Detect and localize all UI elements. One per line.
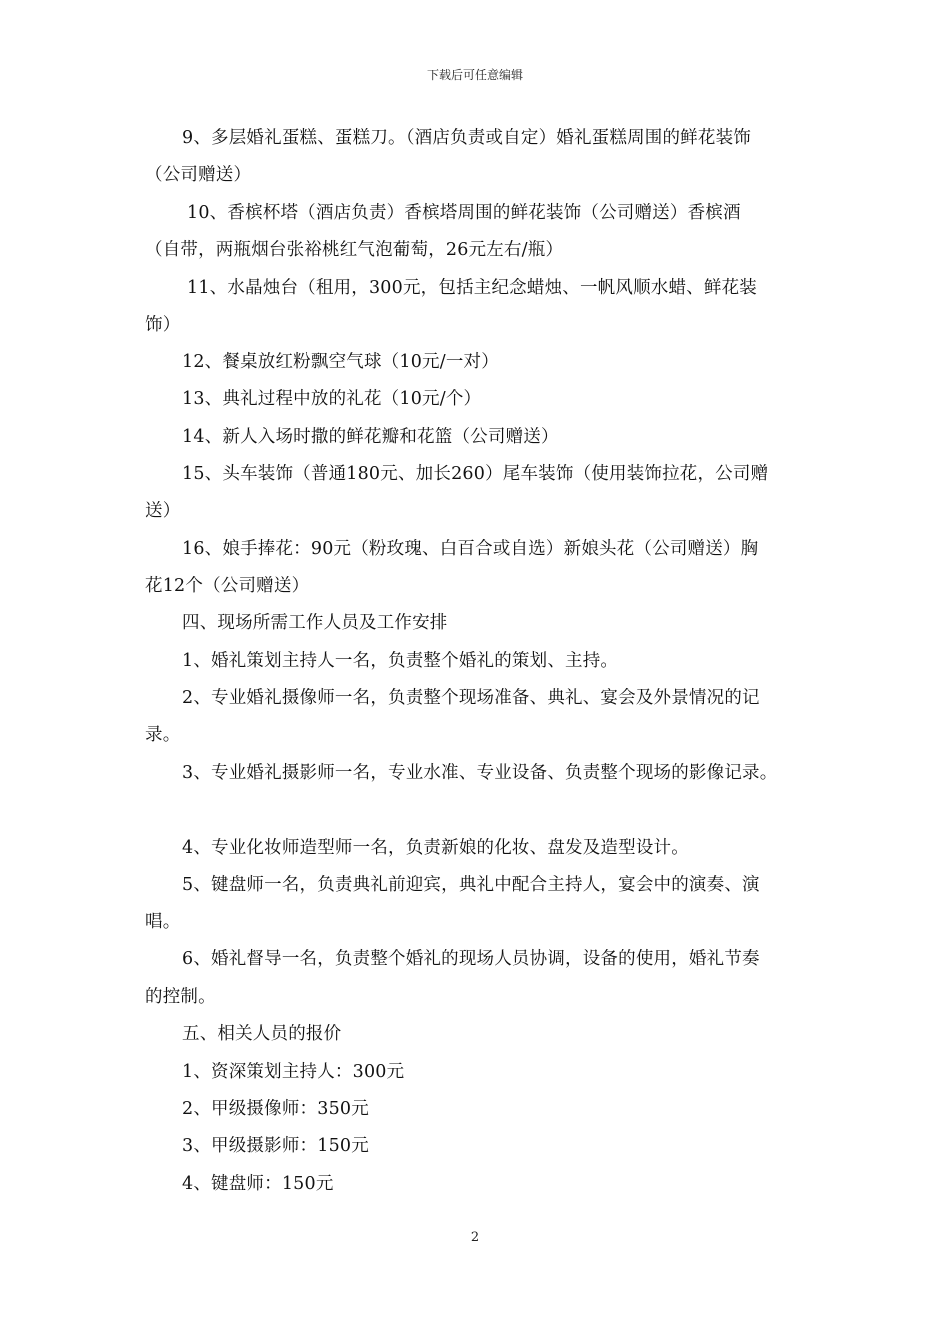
text-line: 4、专业化妆师造型师一名，负责新娘的化妆、盘发及造型设计。 xyxy=(182,838,689,858)
page-number: 2 xyxy=(470,1230,480,1245)
text-line: （公司赠送） xyxy=(145,165,252,185)
text-line: 的控制。 xyxy=(145,987,216,1007)
text-line: 2、甲级摄像师：350元 xyxy=(182,1099,369,1119)
text-line: 1、资深策划主持人：300元 xyxy=(182,1062,405,1082)
text-line: 12、餐桌放红粉飘空气球（10元/一对） xyxy=(182,352,499,372)
text-line: （自带，两瓶烟台张裕桃红气泡葡萄，26元左右/瓶） xyxy=(145,240,564,260)
text-line: 5、键盘师一名，负责典礼前迎宾，典礼中配合主持人，宴会中的演奏、演 xyxy=(182,875,760,895)
text-line: 3、甲级摄影师：150元 xyxy=(182,1136,369,1156)
text-line: 4、键盘师：150元 xyxy=(182,1174,334,1194)
text-line: 唱。 xyxy=(145,912,181,932)
text-line: 送） xyxy=(145,501,181,521)
text-line: 2、专业婚礼摄像师一名，负责整个现场准备、典礼、宴会及外景情况的记 xyxy=(182,688,760,708)
text-line: 10、香槟杯塔（酒店负责）香槟塔周围的鲜花装饰（公司赠送）香槟酒 xyxy=(187,203,741,223)
text-line: 15、头车装饰（普通180元、加长260）尾车装饰（使用装饰拉花，公司赠 xyxy=(182,464,769,484)
text-line: 9、多层婚礼蛋糕、蛋糕刀。（酒店负责或自定）婚礼蛋糕周围的鲜花装饰 xyxy=(182,128,751,148)
text-line: 录。 xyxy=(145,725,181,745)
text-line: 16、娘手捧花：90元（粉玫瑰、白百合或自选）新娘头花（公司赠送）胸 xyxy=(182,539,759,559)
section-heading: 四、现场所需工作人员及工作安排 xyxy=(182,613,448,633)
text-line: 13、典礼过程中放的礼花（10元/个） xyxy=(182,389,482,409)
text-line: 14、新人入场时撒的鲜花瓣和花篮（公司赠送） xyxy=(182,427,559,447)
page-header: 下载后可任意编辑 xyxy=(426,68,523,82)
text-line: 6、婚礼督导一名，负责整个婚礼的现场人员协调，设备的使用，婚礼节奏 xyxy=(182,949,760,969)
text-line: 花12个（公司赠送） xyxy=(145,576,310,596)
text-line: 11、水晶烛台（租用，300元，包括主纪念蜡烛、一帆风顺水蜡、鲜花装 xyxy=(187,278,757,298)
section-heading: 五、相关人员的报价 xyxy=(182,1024,342,1044)
text-line: 饰） xyxy=(145,315,181,335)
text-line: 1、婚礼策划主持人一名，负责整个婚礼的策划、主持。 xyxy=(182,651,619,671)
text-line: 3、专业婚礼摄影师一名，专业水准、专业设备、负责整个现场的影像记录。 xyxy=(182,763,778,783)
